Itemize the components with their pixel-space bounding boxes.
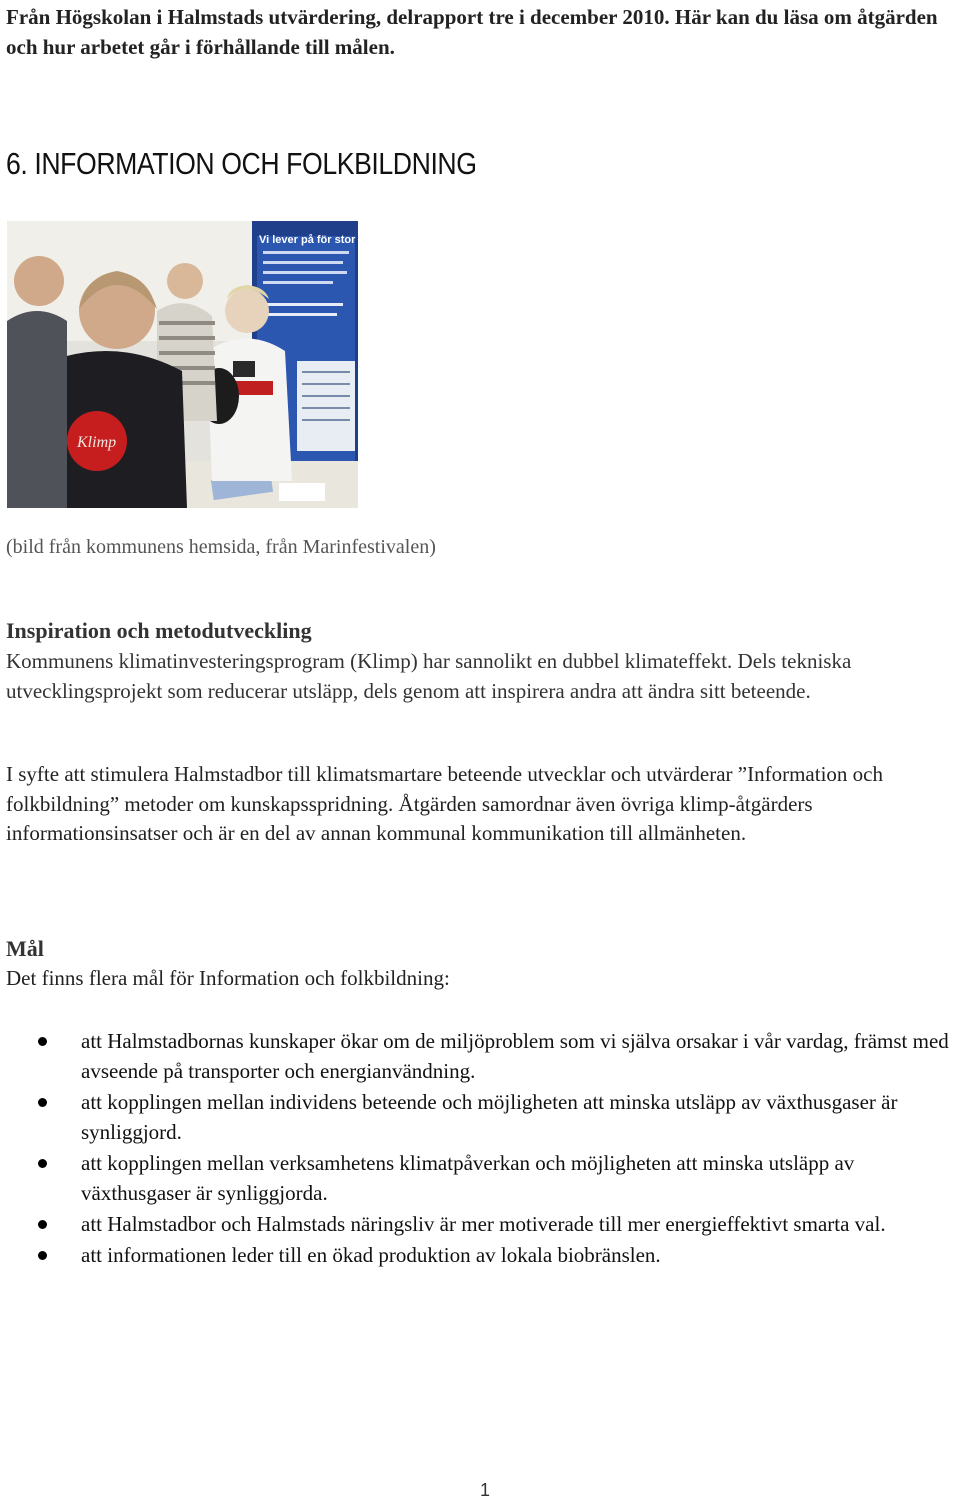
goals-intro: Det finns flera mål för Information och folkbildning: [6,966,450,990]
bullet-icon [38,1220,47,1229]
intro-text: Från Högskolan i Halmstads utvärdering, delrapport tre i december 2010. Här kan du läsa om åtgärden och hur arbetet går i förhållande till målen. [6,5,938,59]
goal-text: att kopplingen mellan verksamhetens klimatpåverkan och möjligheten att minska utsläpp av växthusgaser är synliggjorda. [81,1151,855,1205]
goal-item [0,1240,955,1270]
inspiration-heading: Inspiration och metodutveckling [6,618,312,643]
goal-text: att informationen leder till en ökad produktion av lokala biobränslen. [81,1243,661,1267]
bullet-icon [38,1159,47,1168]
bullet-icon [38,1037,47,1046]
goal-text: att Halmstadbor och Halmstads näringsliv är mer motiverade till mer energieffektivt smarta val. [81,1212,886,1236]
goals-list [0,1026,955,1271]
inspiration-paragraph-1: Kommunens klimatinvesteringsprogram (Klimp) har sannolikt en dubbel klimateffekt. Dels tekniska utvecklingsprojekt som reducerar utsläpp, dels genom att inspirera andra att ändra sitt beteende. [6,649,852,703]
event-photo [7,221,358,508]
bullet-icon [38,1251,47,1260]
goal-item [0,1148,955,1208]
goal-item [0,1209,955,1239]
goal-text: att Halmstadbornas kunskaper ökar om de miljöproblem som vi själva orsakar i vår vardag, främst med avseende på transporter och energianvändning. [81,1029,949,1083]
banner-text: Vi lever på för stor [259,234,356,246]
goals-heading: Mål [6,936,44,961]
goal-item [0,1087,955,1147]
goal-item [0,1026,955,1086]
bullet-icon [38,1098,47,1107]
page-number: 1 [479,1480,490,1500]
goal-text: att kopplingen mellan individens beteende och möjligheten att minska utsläpp av växthusgaser är synliggjord. [81,1090,898,1144]
photo-caption: (bild från kommunens hemsida, från Marinfestivalen) [6,536,436,558]
inspiration-paragraph-2: I syfte att stimulera Halmstadbor till klimatsmartare beteende utvecklar och utvärderar ”Information och folkbildning” metoder om kunskapsspridning. Åtgärden samordnar även övriga klimp-åtgärders informationsinsatser och är en del av annan kommunal kommunikation till allmänheten. [6,762,883,845]
jacket-logo-text: Klimp [77,434,117,451]
section-title: 6. INFORMATION OCH FOLKBILDNING [6,146,477,181]
